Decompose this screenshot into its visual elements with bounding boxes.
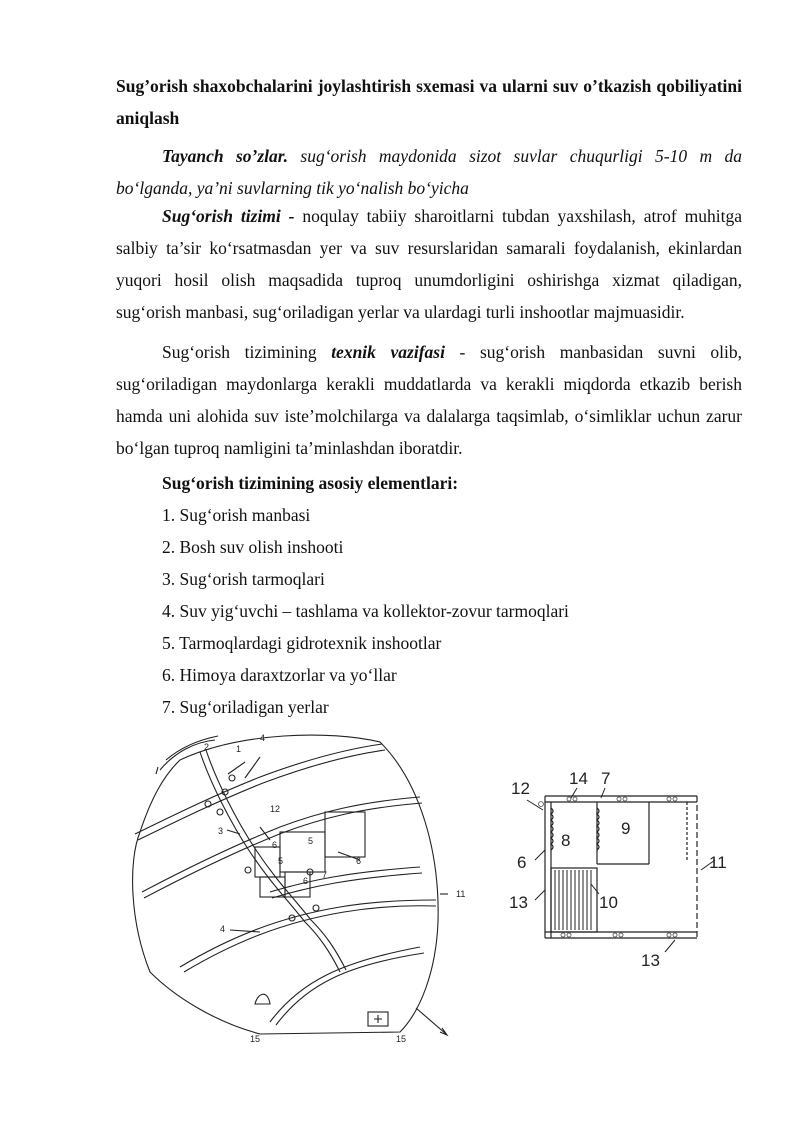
figure-right-label: 13: [641, 951, 660, 970]
irrigation-scheme-figure: [120, 722, 480, 1052]
figure-right-label: 8: [561, 831, 571, 850]
figure-left-label: 4: [260, 733, 266, 743]
figure-left-label: 5: [308, 836, 314, 846]
list-item: 4. Suv yig‘uvchi – tashlama va kollektor-zovur tarmoqlari: [162, 601, 569, 621]
figure-left-label: 6: [272, 840, 278, 850]
field-plot: [255, 847, 280, 877]
figure-left-label: 3: [218, 826, 224, 836]
figure-left-label: 7: [322, 870, 328, 880]
shelter-15a: [255, 994, 270, 1004]
figure-left-label: 15: [396, 1034, 407, 1044]
elements-list: [162, 499, 569, 723]
list-item: 7. Sug‘oriladigan yerlar: [162, 697, 329, 717]
technical-task-before: Sug‘orish tizimining: [162, 342, 317, 362]
list-item: 2. Bosh suv olish inshooti: [162, 537, 344, 557]
system-definition-text: noqulay tabiiy sharoitlarni tubdan yaxshilash, atrof muhitga salbiy ta’sir ko‘rsatmasdan yer va suv resurslaridan samarali foydalanish, ekinlardan yuqori hosil olish maqsadida tuproq unumdorligini oshirishga xizmat qiladigan, sug‘orish manbasi, sug‘oriladigan yerlar va ulardagi turli inshootlar majmuasidir.: [116, 206, 742, 322]
technical-task-after: - sug‘orish manbasidan suvni olib, sug‘oriladigan maydonlarga kerakli muddatlarda va kerakli miqdorda etkazib berish hamda uni alohida suv iste’molchilarga va dalalarga taqsimlab, o‘simliklar uchun zarur bo‘lgan tuproq namligini ta’minlashdan iboratdir.: [116, 342, 742, 458]
distribution-canal-4: [180, 900, 436, 967]
figure-right-label: 6: [517, 853, 527, 872]
figure-left-label: 5: [278, 856, 284, 866]
field-plot: [325, 812, 365, 857]
distribution-canal-3: [270, 867, 420, 892]
keywords-paragraph: [116, 140, 742, 204]
list-item: 5. Tarmoqlardagi gidrotexnik inshootlar: [162, 633, 442, 653]
figure-left-label: 15: [250, 1034, 261, 1044]
list-item: 6. Himoya daraxtzorlar va yo‘llar: [162, 665, 397, 685]
document-title: Sug’orish shaxobchalarini joylashtirish sxemasi va ularni suv o’tkazish qobiliyatini aniqlash: [116, 76, 742, 128]
figure-left-label: 2: [204, 742, 210, 752]
figure-right-label: 7: [601, 769, 611, 788]
elements-heading: Sug‘orish tizimining asosiy elementlari:: [162, 473, 459, 493]
figure-left-label: 12: [270, 804, 281, 814]
technical-task-term: texnik vazifasi: [331, 342, 445, 362]
figure-right-label: 13: [509, 893, 528, 912]
list-item: 3. Sug‘orish tarmoqlari: [162, 569, 325, 589]
system-definition-paragraph: [116, 200, 742, 328]
figure-left-label: 11: [456, 889, 466, 899]
figure-right-label: 9: [621, 819, 631, 838]
figure-right-label: 11: [709, 853, 727, 872]
technical-task-paragraph: [116, 336, 742, 464]
main-canal: [200, 752, 340, 972]
figure-left-label: 1: [236, 744, 242, 754]
list-item: 1. Sug‘orish manbasi: [162, 505, 311, 525]
keywords-label: Tayanch so’zlar.: [162, 146, 289, 166]
system-term: Sug‘orish tizimi -: [162, 206, 295, 226]
plot-layout-figure: [505, 762, 740, 977]
figure-right-label: 10: [599, 893, 618, 912]
field-plot: [280, 832, 325, 872]
figure-right-label: 14: [569, 769, 588, 788]
figure-left-label: 6: [303, 876, 309, 886]
drain-arrow: [416, 1008, 446, 1034]
figure-left-label: 6: [356, 856, 362, 866]
figure-left-label: 4: [220, 924, 226, 934]
figure-right-label: 12: [511, 779, 530, 798]
keywords-text: sug‘orish maydonida sizot suvlar chuqurligi 5-10 m da bo‘lganda, ya’ni suvlarning tik yo‘nalish bo‘yicha: [116, 146, 742, 198]
